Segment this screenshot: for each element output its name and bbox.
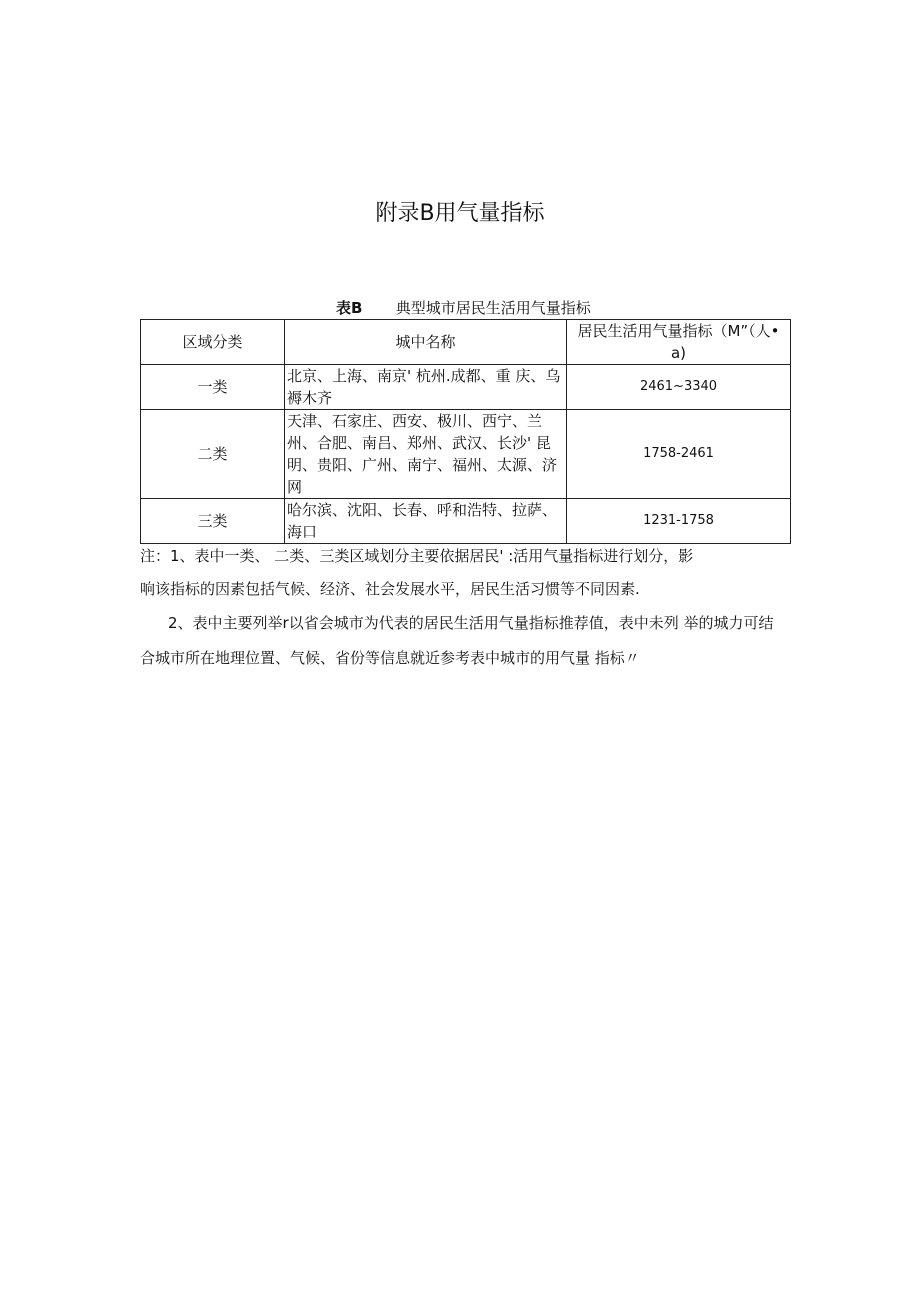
table-caption-text: 典型城市居民生活用气量指标 — [395, 299, 591, 317]
note-2-line-1: 2、表中主要列举r以省会城市为代表的居民生活用气量指标推荐值，表中未列 举的城力可结 — [168, 614, 774, 632]
gas-consumption-table — [140, 319, 791, 544]
row-value: 1758-2461 — [567, 410, 791, 499]
table-caption — [336, 297, 591, 318]
row-cities: 北京、上海、南京' 杭州.成都、重 庆、乌褥木齐 — [285, 365, 567, 410]
header-region-category: 区域分类 — [141, 320, 285, 365]
row-category: 二类 — [141, 410, 285, 499]
row-category: 三类 — [141, 499, 285, 544]
row-value: 2461~3340 — [567, 365, 791, 410]
table-row — [141, 410, 791, 499]
row-category: 一类 — [141, 365, 285, 410]
table-header-row — [141, 320, 791, 365]
header-gas-index: 居民生活用气量指标（M”（人• a) — [567, 320, 791, 365]
header-city-names: 城中名称 — [285, 320, 567, 365]
row-cities: 哈尔滨、沈阳、长春、呼和浩特、拉萨、海口 — [285, 499, 567, 544]
note-1-line-1: 注：1、表中一类、 二类、三类区域划分主要依据居民' :活用气量指标进行划分，影 — [140, 547, 694, 565]
note-2-line-2: 合城市所在地理位置、气候、省份等信息就近参考表中城市的用气量 指标〃 — [140, 649, 640, 667]
table-row — [141, 365, 791, 410]
row-value: 1231-1758 — [567, 499, 791, 544]
note-1-line-2: 响该指标的因素包括气候、经济、社会发展水平，居民生活习惯等不同因素. — [140, 580, 640, 598]
table-row — [141, 499, 791, 544]
table-caption-number: 表B — [336, 299, 363, 317]
page-title: 附录B用气量指标 — [375, 201, 545, 226]
row-cities: 天津、石家庄、西安、极川、西宁、兰州、合肥、南吕、郑州、武汉、长沙' 昆明、贵阳、广州、南宁、福州、太源、济网 — [285, 410, 567, 499]
